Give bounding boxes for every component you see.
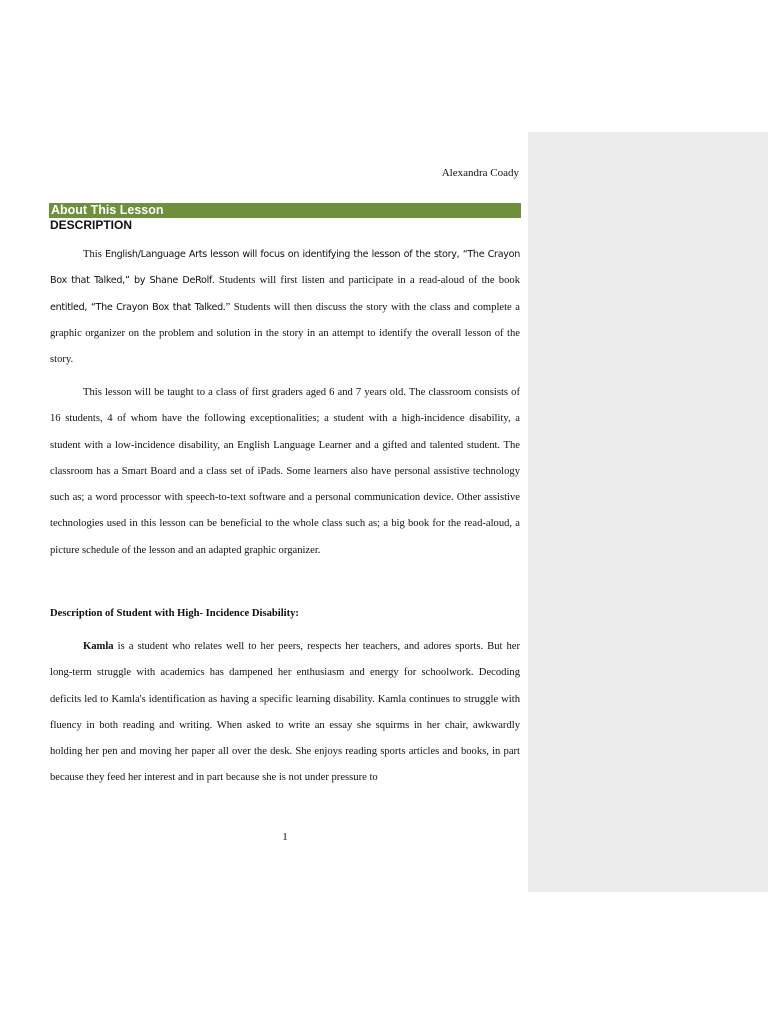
paragraph-classroom: This lesson will be taught to a class of first graders aged 6 and 7 years old. The classroom consists of 16 students, 4 of whom have the following exceptionalities; a student with a high-incidence disability, a student with a low-incidence disability, an English Language Learner and a gifted and talented student. The classroom has a Smart Board and a class set of iPads. Some learners also have personal assistive technology such as; a word processor with speech-to-text software and a personal communication device. Other assistive technologies used in this lesson can be beneficial to the whole class such as; a big book for the read-aloud, a picture schedule of the lesson and an adapted graphic organizer. [50,387,520,556]
student-description-heading: Description of Student with High- Incidence Disability: [50,608,299,619]
section-title-bar: About This Lesson [49,203,521,218]
paragraph-lesson-focus-part3: . Students will first listen and participate in a read-aloud of the book [212,275,520,287]
paragraph-lesson-focus [50,242,520,373]
author-header: Alexandra Coady [441,167,519,179]
page-number: 1 [282,831,288,843]
paragraph-lesson-focus-part1: This [83,249,106,260]
paragraph-lesson-focus-part5: .” Students will then discuss the story with the class and complete a graphic organizer on the problem and solution in the story in an attempt to identify the overall lesson of the story. [50,301,520,366]
section-subtitle: DESCRIPTION [50,218,133,232]
paragraph-student-kamla [50,634,520,792]
paragraph-student-kamla-text: is a student who relates well to her peers, respects her teachers, and adores sports. But her long-term struggle with academics has dampened her enthusiasm and energy for schoolwork. Decoding deficits led to Kamla's identification as having a specific learning disability. Kamla continues to struggle with fluency in both reading and writing. When asked to write an essay she squirms in her chair, awkwardly holding her pen and moving her paper all over the desk. She enjoys reading sports articles and books, in part because they feed her interest and in part because she is not under pressure to [50,641,520,784]
paragraph-lesson-focus-part4: entitled, “The Crayon Box that Talked [50,301,223,313]
student-name: Kamla [83,641,114,652]
comment-pane [528,132,768,892]
paragraph-lesson-focus-part2: English/Language Arts lesson will focus on identifying the lesson of the story, “The Crayon Box that Talked,” by Shane DeRolf [50,249,520,287]
